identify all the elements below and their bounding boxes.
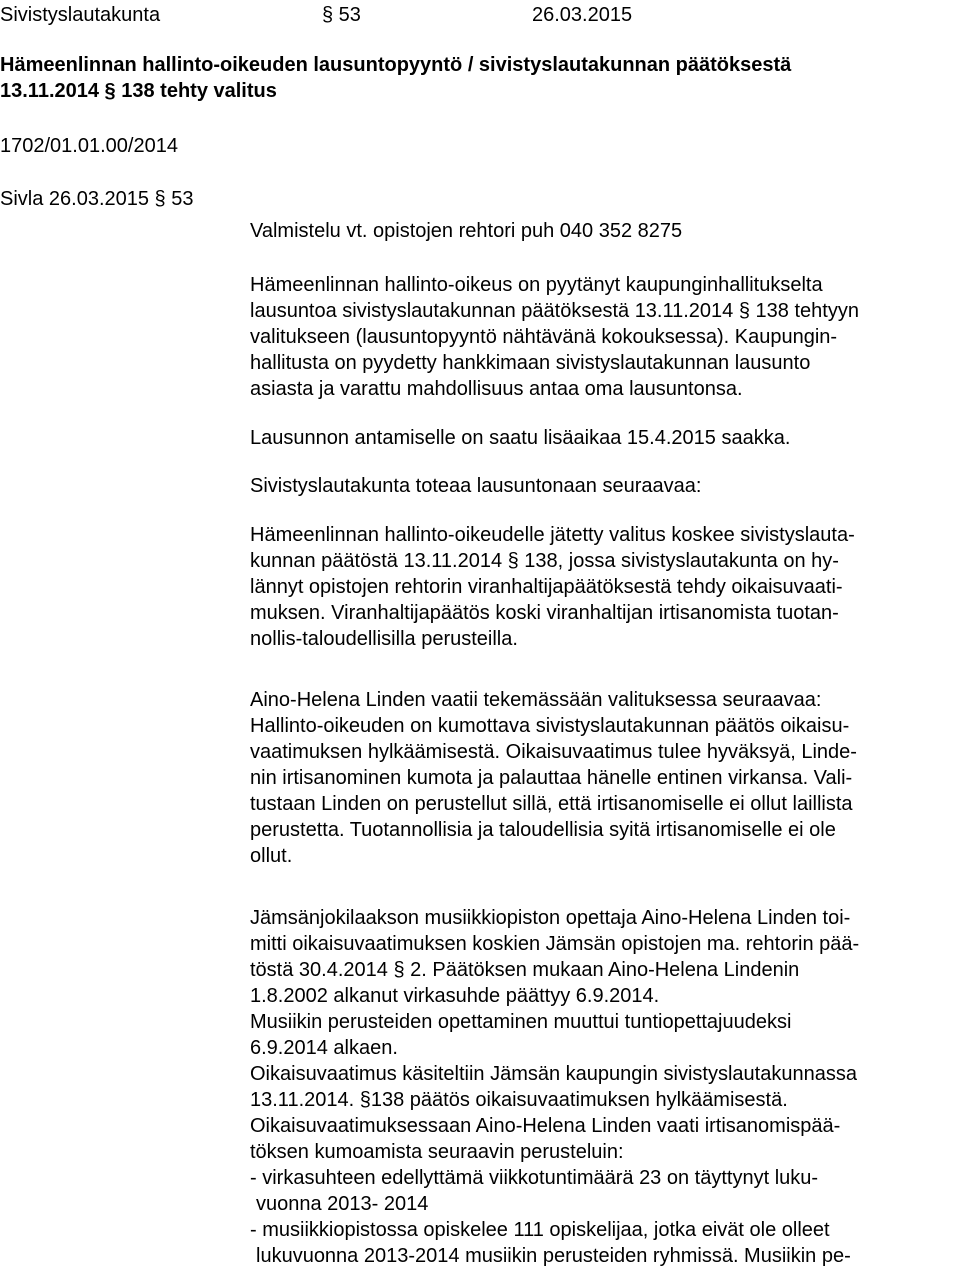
item-body bbox=[250, 218, 950, 1269]
item-title-line-2: 13.11.2014 § 138 tehty valitus bbox=[0, 80, 277, 102]
text-line: kunnan päätöstä 13.11.2014 § 138, jossa sivistyslautakunta on hy- bbox=[250, 550, 839, 572]
page-header bbox=[0, 2, 960, 28]
text-line: Oikaisuvaatimus käsiteltiin Jämsän kaupungin sivistyslautakunnassa bbox=[250, 1063, 857, 1085]
text-line: lausuntoa sivistyslautakunnan päätöksestä 13.11.2014 § 138 tehtyyn bbox=[250, 300, 859, 322]
paragraph-extension: Lausunnon antamiselle on saatu lisäaikaa 15.4.2015 saakka. bbox=[250, 427, 791, 449]
text-line: valitukseen (lausuntopyyntö nähtävänä kokouksessa). Kaupungin- bbox=[250, 326, 838, 348]
text-line: Musiikin perusteiden opettaminen muuttui tuntiopettajuudeksi bbox=[250, 1011, 792, 1033]
text-line: Oikaisuvaatimuksessaan Aino-Helena Linden vaati irtisanomispää- bbox=[250, 1115, 841, 1137]
section-number: § 53 bbox=[322, 4, 361, 26]
paragraph-statement-intro: Sivistyslautakunta toteaa lausuntonaan seuraavaa: bbox=[250, 475, 702, 497]
text-line: Jämsänjokilaakson musiikkiopiston opettaja Aino-Helena Linden toi- bbox=[250, 907, 851, 929]
text-line: nin irtisanominen kumota ja palauttaa hänelle entinen virkansa. Vali- bbox=[250, 767, 853, 789]
text-line: töksen kumoamista seuraavin perusteluin: bbox=[250, 1141, 624, 1163]
text-line: muksen. Viranhaltijapäätös koski viranhaltijan irtisanomista tuotan- bbox=[250, 602, 839, 624]
item-title bbox=[0, 52, 950, 104]
diary-number: 1702/01.01.00/2014 bbox=[0, 135, 178, 157]
text-line: nollis-taloudellisilla perusteilla. bbox=[250, 628, 518, 650]
text-line: lännyt opistojen rehtorin viranhaltijapäätöksestä tehdy oikaisuvaati- bbox=[250, 576, 843, 598]
preparer-line: Valmistelu vt. opistojen rehtori puh 040 352 8275 bbox=[250, 220, 683, 242]
meeting-date: 26.03.2015 bbox=[532, 4, 633, 26]
text-line: asiasta ja varattu mahdollisuus antaa oma lausuntonsa. bbox=[250, 378, 743, 400]
list-item: - musiikkiopistossa opiskelee 111 opiskelijaa, jotka eivät ole olleet bbox=[250, 1219, 830, 1241]
text-line: tustaan Linden on perustellut sillä, että irtisanomiselle ei ollut laillista bbox=[250, 793, 853, 815]
text-line: ollut. bbox=[250, 845, 293, 867]
text-line: mitti oikaisuvaatimuksen koskien Jämsän opistojen ma. rehtorin pää- bbox=[250, 933, 860, 955]
text-line: vaatimuksen hylkäämisestä. Oikaisuvaatimus tulee hyväksyä, Linde- bbox=[250, 741, 857, 763]
list-item-continuation: vuonna 2013- 2014 bbox=[256, 1193, 429, 1215]
committee-name: Sivistyslautakunta bbox=[0, 4, 161, 26]
text-line: 1.8.2002 alkanut virkasuhde päättyy 6.9.2014. bbox=[250, 985, 660, 1007]
text-line: töstä 30.4.2014 § 2. Päätöksen mukaan Aino-Helena Lindenin bbox=[250, 959, 800, 981]
text-line: perustetta. Tuotannollisia ja taloudellisia syitä irtisanomiselle ei ole bbox=[250, 819, 836, 841]
text-line: 6.9.2014 alkaen. bbox=[250, 1037, 398, 1059]
text-line: hallitusta on pyydetty hankkimaan sivistyslautakunnan lausunto bbox=[250, 352, 811, 374]
text-line: 13.11.2014. §138 päätös oikaisuvaatimuksen hylkäämisestä. bbox=[250, 1089, 788, 1111]
paragraph-appeal-demands bbox=[250, 687, 950, 869]
reference-line: Sivla 26.03.2015 § 53 bbox=[0, 188, 194, 210]
paragraph-request bbox=[250, 272, 950, 402]
list-item: - virkasuhteen edellyttämä viikkotuntimäärä 23 on täyttynyt luku- bbox=[250, 1167, 819, 1189]
item-title-line-1: Hämeenlinnan hallinto-oikeuden lausuntopyyntö / sivistyslautakunnan päätöksestä bbox=[0, 54, 792, 76]
text-line: Hämeenlinnan hallinto-oikeudelle jätetty valitus koskee sivistyslauta- bbox=[250, 524, 855, 546]
text-line: Hallinto-oikeuden on kumottava sivistyslautakunnan päätös oikaisu- bbox=[250, 715, 850, 737]
paragraph-appeal-subject bbox=[250, 522, 950, 652]
list-item-continuation: lukuvuonna 2013-2014 musiikin perusteiden ryhmissä. Musiikin pe- bbox=[256, 1245, 851, 1267]
paragraph-background bbox=[250, 905, 950, 1269]
text-line: Hämeenlinnan hallinto-oikeus on pyytänyt kaupunginhallitukselta bbox=[250, 274, 823, 296]
text-line: Aino-Helena Linden vaatii tekemässään valituksessa seuraavaa: bbox=[250, 689, 822, 711]
